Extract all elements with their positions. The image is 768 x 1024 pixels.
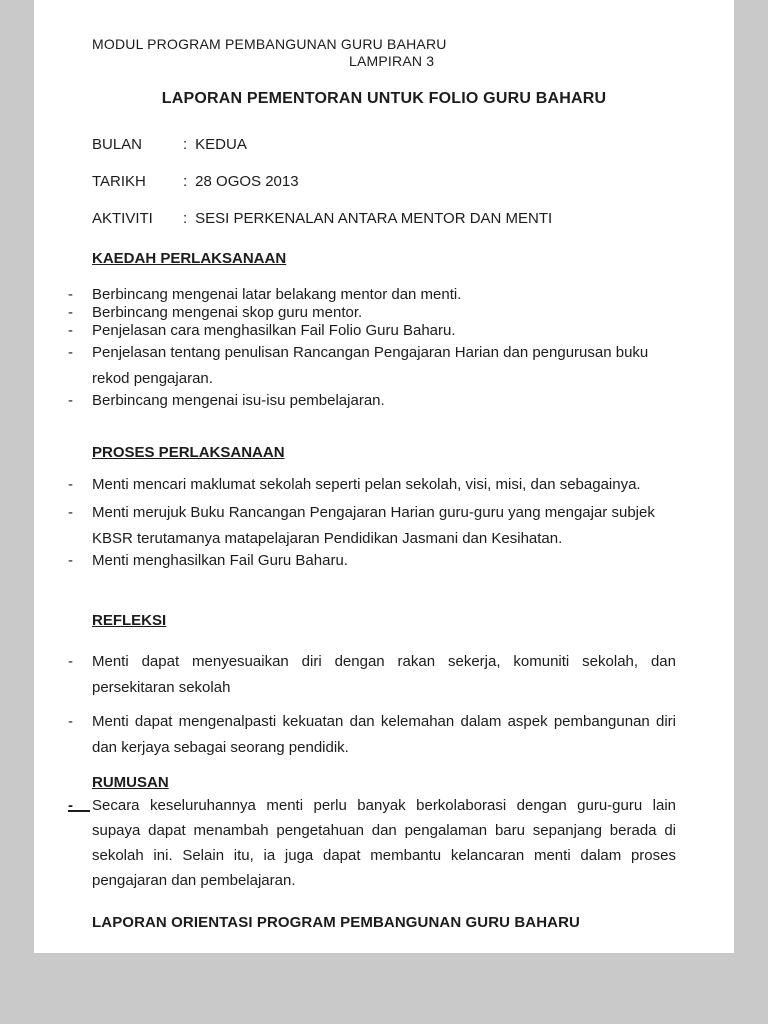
list-item-text: Berbincang mengenai latar belakang mentor dan menti. xyxy=(92,286,462,303)
field-value: SESI PERKENALAN ANTARA MENTOR DAN MENTI xyxy=(195,210,553,227)
list-item xyxy=(68,392,676,410)
field-label: AKTIVITI xyxy=(92,210,153,227)
list-item xyxy=(68,322,676,340)
field-separator: : xyxy=(183,173,188,190)
dash-bullet: - xyxy=(68,286,73,303)
field-label: TARIKH xyxy=(92,173,146,190)
section-heading: KAEDAH PERLAKSANAAN xyxy=(92,250,287,267)
rumusan-paragraph-block xyxy=(68,793,676,893)
section-rumusan xyxy=(68,774,676,893)
field-value: KEDUA xyxy=(195,136,247,153)
dash-bullet: - xyxy=(68,304,73,321)
field-separator: : xyxy=(183,136,188,153)
header-line-2: LAMPIRAN 3 xyxy=(349,53,435,69)
dash-bullet: - xyxy=(68,322,73,339)
list-item-text: Menti dapat menyesuaikan diri dengan rakan sekerja, komuniti sekolah, dan persekitaran sekolah xyxy=(92,653,676,696)
list-item-text: Menti dapat mengenalpasti kekuatan dan kelemahan dalam aspek pembangunan diri dan kerjaya sebagai seorang pendidik. xyxy=(92,713,676,756)
list-item-text: Menti merujuk Buku Rancangan Pengajaran Harian guru-guru yang mengajar subjek KBSR terutamanya matapelajaran Pendidikan Jasmani dan Kesihatan. xyxy=(92,504,655,547)
dash-bullet: - xyxy=(68,504,73,521)
list-item-text: Penjelasan tentang penulisan Rancangan Pengajaran Harian dan pengurusan buku rekod pengajaran. xyxy=(92,344,649,387)
field-separator: : xyxy=(183,210,188,227)
list-item xyxy=(68,476,676,494)
header-line-1: MODUL PROGRAM PEMBANGUNAN GURU BAHARU xyxy=(92,36,447,52)
list-item-text: Berbincang mengenai skop guru mentor. xyxy=(92,304,363,321)
list-item xyxy=(68,500,676,552)
document-page xyxy=(34,0,734,953)
field-value: 28 OGOS 2013 xyxy=(195,173,299,190)
field-label: BULAN xyxy=(92,136,143,153)
dash-bullet: - xyxy=(68,344,73,361)
dash-bullet: - xyxy=(68,476,73,493)
list-item xyxy=(68,340,676,392)
document-title: LAPORAN PEMENTORAN UNTUK FOLIO GURU BAHARU xyxy=(161,90,607,107)
section-refleksi xyxy=(68,612,676,761)
section-heading: REFLEKSI xyxy=(92,612,167,629)
list-item-text: Penjelasan cara menghasilkan Fail Folio Guru Baharu. xyxy=(92,322,456,339)
list-item-text: Menti menghasilkan Fail Guru Baharu. xyxy=(92,552,348,569)
field-aktiviti xyxy=(92,210,676,228)
list-item xyxy=(68,709,676,761)
underlined-dash-bullet: - xyxy=(68,793,92,893)
dash-bullet: - xyxy=(68,392,73,409)
list-item-text: Menti mencari maklumat sekolah seperti pelan sekolah, visi, misi, dan sebagainya. xyxy=(92,476,641,493)
section-kaedah-perlaksanaan xyxy=(68,250,676,410)
list-item-text: Berbincang mengenai isu-isu pembelajaran. xyxy=(92,392,385,409)
section-heading: PROSES PERLAKSANAAN xyxy=(92,444,285,461)
field-bulan xyxy=(92,136,676,154)
list-item xyxy=(68,304,676,322)
list-item xyxy=(68,552,676,570)
section-heading: RUMUSAN xyxy=(92,774,169,791)
rumusan-paragraph-text: Secara keseluruhannya menti perlu banyak berkolaborasi dengan guru-guru lain supaya dapat menambah pengetahuan dan pengalaman baru sepanjang berada di sekolah ini. Selain itu, ia juga dapat membantu kelancaran menti dalam proses pengajaran dan pembelajaran. xyxy=(92,797,676,889)
dash-bullet: - xyxy=(68,713,73,730)
field-tarikh xyxy=(92,173,676,191)
section-proses-perlaksanaan xyxy=(68,444,676,570)
footer-heading: LAPORAN ORIENTASI PROGRAM PEMBANGUNAN GURU BAHARU xyxy=(92,914,580,931)
list-item xyxy=(68,649,676,701)
dash-bullet: - xyxy=(68,653,73,670)
metadata-fields xyxy=(92,136,676,228)
list-item xyxy=(68,286,676,304)
dash-bullet: - xyxy=(68,552,73,569)
document-header xyxy=(92,36,676,70)
